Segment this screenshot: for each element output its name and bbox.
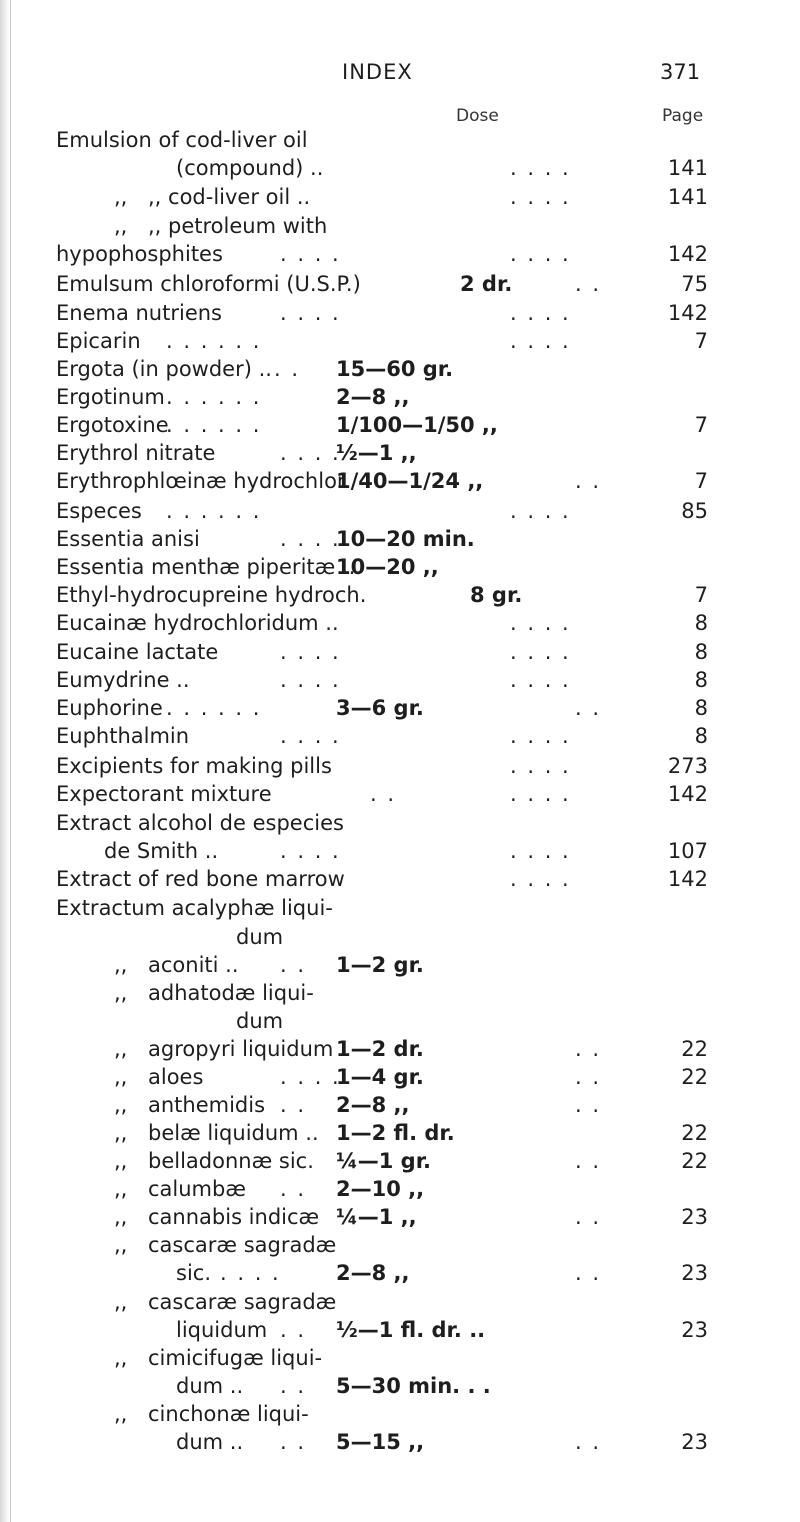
index-entry — [0, 1290, 800, 1317]
entry-page-number: 142 — [667, 867, 708, 891]
entry-name: anthemidis — [148, 1093, 266, 1117]
entry-dose: 1—2 dr. — [336, 1037, 424, 1061]
index-entry — [0, 1149, 800, 1176]
leader-dots: . . . . — [510, 867, 571, 891]
entry-dose: 2—8 ,, — [336, 1261, 410, 1285]
entry-page-number: 8 — [694, 696, 708, 720]
leader-dots: . . . . — [280, 242, 341, 266]
entry-name: belæ liquidum .. — [148, 1121, 319, 1145]
index-entry — [0, 272, 800, 299]
entry-dose: 1—2 gr. — [336, 953, 424, 977]
entry-page-number: 7 — [694, 469, 708, 493]
ditto-mark: ,, — [114, 1205, 128, 1229]
index-entry — [0, 1093, 800, 1120]
leader-dots: . . . . — [280, 640, 341, 664]
leader-dots: . . . . . . — [166, 385, 262, 409]
entry-name: belladonnæ sic. — [148, 1149, 314, 1173]
entry-name: liquidum — [176, 1318, 268, 1342]
entry-name: dum — [236, 925, 284, 949]
leader-dots: . . — [575, 1430, 602, 1454]
leader-dots: . . . . — [280, 1065, 341, 1089]
leader-dots: . . — [280, 1093, 307, 1117]
index-entry — [0, 754, 800, 781]
entry-name: cascaræ sagradæ — [148, 1290, 337, 1314]
ditto-mark: ,, — [114, 981, 128, 1005]
index-entry — [0, 896, 800, 923]
entry-page-number: 23 — [681, 1261, 708, 1285]
entry-page-number: 107 — [667, 839, 708, 863]
entry-dose: 1—4 gr. — [336, 1065, 424, 1089]
entry-name: Erythrophlœinæ hydrochlor. — [56, 469, 351, 493]
entry-name: cannabis indicæ — [148, 1205, 320, 1229]
entry-dose: 1—2 fl. dr. — [336, 1121, 455, 1145]
leader-dots: . . . . — [510, 724, 571, 748]
entry-dose: ¼—1 ,, — [336, 1205, 417, 1229]
index-entry — [0, 469, 800, 496]
index-entry — [0, 839, 800, 866]
entry-dose: ½—1 fl. dr. .. — [336, 1318, 486, 1342]
ditto-mark: ,, — [114, 1149, 128, 1173]
ditto-mark: ,, — [114, 1290, 128, 1314]
ditto-mark: ,, — [114, 185, 128, 209]
leader-dots: . . — [575, 469, 602, 493]
leader-dots: . . . . — [510, 668, 571, 692]
entry-dose: 10—20 min. — [336, 527, 475, 551]
entry-dose: ¼—1 gr. — [336, 1149, 432, 1173]
index-entry — [0, 1430, 800, 1457]
entry-name: Essentia anisi — [56, 527, 200, 551]
entry-page-number: 23 — [681, 1318, 708, 1342]
leader-dots: . . — [575, 1149, 602, 1173]
entry-name: Eumydrine .. — [56, 668, 190, 692]
entry-page-number: 142 — [667, 782, 708, 806]
entry-name: Euphthalmin — [56, 724, 190, 748]
entry-name: cimicifugæ liqui- — [148, 1346, 323, 1370]
index-entry — [0, 1009, 800, 1036]
leader-dots: . . . . — [510, 839, 571, 863]
entry-name: Extractum acalyphæ liqui- — [56, 896, 333, 920]
index-entry — [0, 724, 800, 751]
entry-page-number: 23 — [681, 1430, 708, 1454]
index-entry — [0, 156, 800, 183]
entry-dose: 5—15 ,, — [336, 1430, 425, 1454]
leader-dots: . . . . — [510, 301, 571, 325]
entry-page-number: 85 — [681, 499, 708, 523]
entry-page-number: 7 — [694, 413, 708, 437]
entry-page-number: 273 — [667, 754, 708, 778]
entry-page-number: 22 — [681, 1149, 708, 1173]
leader-dots: . . . . — [510, 754, 571, 778]
entry-dose: 8 gr. — [470, 583, 523, 607]
entry-name: Emulsum chloroformi (U.S.P.) — [56, 272, 361, 296]
ditto-mark: ,, — [114, 214, 128, 238]
entry-page-number: 7 — [694, 329, 708, 353]
entry-dose: 2—10 ,, — [336, 1177, 425, 1201]
index-entry — [0, 696, 800, 723]
index-entry — [0, 185, 800, 212]
leader-dots: . . . . — [510, 782, 571, 806]
entry-name: Especes — [56, 499, 142, 523]
index-entry — [0, 527, 800, 554]
index-entry — [0, 640, 800, 667]
entry-name: ,, cod-liver oil .. — [148, 185, 311, 209]
entry-dose: 1/40—1/24 ,, — [336, 469, 484, 493]
entry-dose: 2 dr. — [460, 272, 513, 296]
leader-dots: . . . . — [510, 499, 571, 523]
ditto-mark: ,, — [114, 1233, 128, 1257]
leader-dots: . . — [575, 1093, 602, 1117]
leader-dots: . . — [575, 272, 602, 296]
index-entry — [0, 953, 800, 980]
index-entry — [0, 867, 800, 894]
leader-dots: . . — [280, 1430, 307, 1454]
entry-dose: 2—8 ,, — [336, 1093, 410, 1117]
index-entry — [0, 611, 800, 638]
entry-page-number: 22 — [681, 1065, 708, 1089]
leader-dots: . . — [280, 1374, 307, 1398]
leader-dots: . . . . — [280, 724, 341, 748]
leader-dots: . . . . — [510, 329, 571, 353]
leader-dots: . . — [274, 357, 301, 381]
entry-name: (compound) .. — [176, 156, 324, 180]
index-entry — [0, 1121, 800, 1148]
entry-name: Ergotoxine — [56, 413, 169, 437]
entry-name: Eucainæ hydrochloridum .. — [56, 611, 339, 635]
leader-dots: . . . . — [510, 242, 571, 266]
entry-page-number: 23 — [681, 1205, 708, 1229]
index-entry — [0, 214, 800, 241]
index-entry — [0, 668, 800, 695]
index-entry — [0, 555, 800, 582]
entry-page-number: 8 — [694, 724, 708, 748]
ditto-mark: ,, — [114, 1037, 128, 1061]
leader-dots: . . — [370, 782, 397, 806]
entry-name: Essentia menthæ piperitæ .. — [56, 555, 356, 579]
ditto-mark: ,, — [114, 1065, 128, 1089]
leader-dots: . . — [575, 696, 602, 720]
index-entry — [0, 811, 800, 838]
ditto-mark: ,, — [114, 1121, 128, 1145]
entry-name: Ethyl-hydrocupreine hydroch. — [56, 583, 367, 607]
index-entry — [0, 1177, 800, 1204]
entry-dose: 3—6 gr. — [336, 696, 424, 720]
entry-page-number: 142 — [667, 301, 708, 325]
index-entry — [0, 583, 800, 610]
leader-dots: . . . . . . — [166, 413, 262, 437]
entry-name: aconiti .. — [148, 953, 239, 977]
entry-page-number: 142 — [667, 242, 708, 266]
index-entry — [0, 782, 800, 809]
index-entry — [0, 981, 800, 1008]
leader-dots: . . . . — [280, 527, 341, 551]
entry-name: aloes — [148, 1065, 204, 1089]
leader-dots: . . — [575, 1065, 602, 1089]
entry-name: Excipients for making pills — [56, 754, 332, 778]
index-entry — [0, 128, 800, 155]
index-entry — [0, 329, 800, 356]
entry-name: agropyri liquidum — [148, 1037, 334, 1061]
column-header-dose: Dose — [456, 106, 499, 126]
index-entry — [0, 1318, 800, 1345]
index-entry — [0, 1374, 800, 1401]
ditto-mark: ,, — [114, 1093, 128, 1117]
entry-page-number: 22 — [681, 1121, 708, 1145]
ditto-mark: ,, — [114, 953, 128, 977]
leader-dots: . . — [280, 1177, 307, 1201]
entry-dose: 2—8 ,, — [336, 385, 410, 409]
index-entry — [0, 441, 800, 468]
entry-dose: 5—30 min. . . — [336, 1374, 491, 1398]
index-entry — [0, 357, 800, 384]
entry-name: Euphorine — [56, 696, 163, 720]
entry-dose: 15—60 gr. — [336, 357, 454, 381]
entry-name: Erythrol nitrate — [56, 441, 216, 465]
leader-dots: . . . . — [510, 640, 571, 664]
ditto-mark: ,, — [114, 1346, 128, 1370]
leader-dots: . . . . . . — [166, 329, 262, 353]
entry-name: dum — [236, 1009, 284, 1033]
entry-name: cascaræ sagradæ — [148, 1233, 337, 1257]
running-head-page-number: 371 — [660, 60, 701, 84]
leader-dots: . . . . — [510, 611, 571, 635]
entry-name: ,, petroleum with — [148, 214, 328, 238]
leader-dots: . . — [575, 1261, 602, 1285]
leader-dots: . . . . — [220, 1261, 281, 1285]
entry-page-number: 75 — [681, 272, 708, 296]
index-entry — [0, 1065, 800, 1092]
column-header-page: Page — [662, 106, 704, 126]
index-entry — [0, 385, 800, 412]
entry-name: dum .. — [176, 1374, 244, 1398]
entry-name: Ergota (in powder) .. — [56, 357, 272, 381]
leader-dots: . . — [575, 1037, 602, 1061]
entry-name: Expectorant mixture — [56, 782, 272, 806]
entry-name: Eucaine lactate — [56, 640, 219, 664]
entry-page-number: 22 — [681, 1037, 708, 1061]
entry-name: Epicarin — [56, 329, 141, 353]
entry-name: hypophosphites — [56, 242, 223, 266]
index-entry — [0, 413, 800, 440]
entry-name: Enema nutriens — [56, 301, 222, 325]
index-entry — [0, 1261, 800, 1288]
leader-dots: . . — [575, 1205, 602, 1229]
entry-page-number: 7 — [694, 583, 708, 607]
entry-name: Extract of red bone marrow — [56, 867, 345, 891]
index-entry — [0, 499, 800, 526]
entry-name: de Smith .. — [104, 839, 219, 863]
entry-name: Emulsion of cod-liver oil — [56, 128, 308, 152]
entry-dose: 1/100—1/50 ,, — [336, 413, 498, 437]
entry-page-number: 141 — [667, 156, 708, 180]
leader-dots: . . . . — [280, 839, 341, 863]
entry-name: sic. — [176, 1261, 211, 1285]
entry-name: Extract alcohol de especies — [56, 811, 344, 835]
index-entry — [0, 1346, 800, 1373]
index-entry — [0, 1037, 800, 1064]
entry-dose: ½—1 ,, — [336, 441, 417, 465]
entry-page-number: 8 — [694, 611, 708, 635]
leader-dots: . . . . — [280, 441, 341, 465]
entry-page-number: 141 — [667, 185, 708, 209]
leader-dots: . . . . — [280, 668, 341, 692]
entry-name: cinchonæ liqui- — [148, 1402, 309, 1426]
entry-name: Ergotinum — [56, 385, 165, 409]
ditto-mark: ,, — [114, 1177, 128, 1201]
ditto-mark: ,, — [114, 1402, 128, 1426]
index-entry — [0, 301, 800, 328]
index-entry — [0, 1205, 800, 1232]
entry-dose: 10—20 ,, — [336, 555, 439, 579]
entry-name: dum .. — [176, 1430, 244, 1454]
entry-name: adhatodæ liqui- — [148, 981, 314, 1005]
leader-dots: . . . . — [510, 185, 571, 209]
index-entry — [0, 925, 800, 952]
index-entry — [0, 242, 800, 269]
leader-dots: . . . . — [510, 156, 571, 180]
running-head-title: INDEX — [342, 60, 413, 84]
entry-name: calumbæ — [148, 1177, 246, 1201]
leader-dots: . . . . . . — [166, 499, 262, 523]
index-entry — [0, 1402, 800, 1429]
leader-dots: . . . . — [280, 301, 341, 325]
entry-page-number: 8 — [694, 640, 708, 664]
leader-dots: . . — [280, 953, 307, 977]
entry-page-number: 8 — [694, 668, 708, 692]
index-entry — [0, 1233, 800, 1260]
leader-dots: . . — [280, 1318, 307, 1342]
leader-dots: . . . . . . — [166, 696, 262, 720]
